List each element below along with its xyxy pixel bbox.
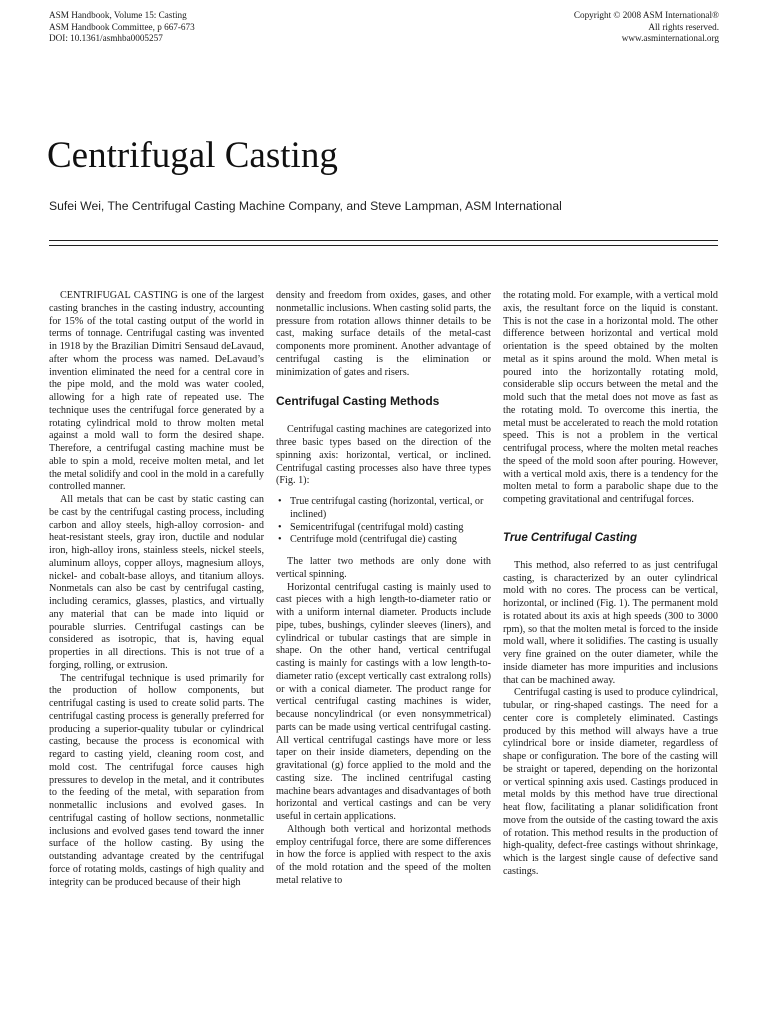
subsection-heading: True Centrifugal Casting — [503, 531, 637, 544]
section-heading: Centrifugal Casting Methods — [276, 394, 440, 409]
paragraph: This method, also referred to as just centrifugal casting, is characterized by an outer cylindrical mold with no cores. The process can be vertical, horizontal, or inclined (Fig. 1). The permanent mold is rotated about its axis at high speeds (300 to 3000 rpm), so that the molten metal is forced to the inside mold wall, where it solidifies. The casting is usually very fine grained on the outer diameter, while the inside diameter has more impurities and inclusions that can be machined away. — [503, 559, 718, 686]
article-authors: Sufei Wei, The Centrifugal Casting Machine Company, and Steve Lampman, ASM International — [49, 199, 562, 213]
header-committee-pages: ASM Handbook Committee, p 667-673 — [49, 21, 195, 32]
paragraph: The latter two methods are only done with vertical spinning. — [276, 556, 491, 580]
body-column-1 — [49, 290, 264, 889]
paragraph: Centrifugal casting machines are categorized into three basic types based on the direction of the spinning axis: horizontal, vertical, or inclined. Centrifugal casting processes also have three types (Fig. 1): — [276, 424, 491, 487]
paragraph: Horizontal centrifugal casting is mainly used to cast pieces with a high length-to-diameter ratio or with a uniform internal diameter. Products include pipe, tubes, bushings, cylinder sleeves (liners), and cylindrical or tubular castings that are simple in shape. On the other hand, vertical centrifugal casting is mainly for castings with a low length-to-diameter ratio (except vertically cast extralong rolls) or with a conical diameter. The product range for vertical centrifugal casting machines is wider, because noncylindrical (or even nonsymmetrical) parts can be made using vertical centrifugal casting. All vertical centrifugal castings have more or less taper on their inside diameters, depending on the gravitational (g) force applied to the mold and the casting size. The inclined centrifugal casting machine bears advantages and disadvantages of both horizontal and vertical castings and can be very useful in certain applications. — [276, 581, 491, 822]
list-item-text: Semicentrifugal (centrifugal mold) casting — [290, 521, 464, 533]
paragraph: density and freedom from oxides, gases, and other nonmetallic inclusions. When casting solid parts, the pressure from rotation allows thinner details to be cast, making surface details of the metal-cast components more prominent. Another advantage of centrifugal casting is the elimination or minimization of gates and risers. — [276, 290, 491, 378]
header-website: www.asminternational.org — [621, 33, 719, 43]
list-item — [276, 496, 491, 522]
paragraph: All metals that can be cast by static casting can be cast by the centrifugal casting process, including carbon and alloy steels, high-alloy corrosion- and heat-resistant steels, gray iron, ductile and nodular iron, high-alloy irons, stainless steels, nickel steels, aluminum alloys, copper alloys, magnesium alloys, nickel- and cobalt-base alloys, and titanium alloys. Nonmetals can also be cast by centrifugal casting, including ceramics, glasses, plastics, and virtually any material that can be made into liquid or pourable slurries. Centrifugal castings can be considered as isotropic, that is, having equal properties in all directions. This is not true of a forging, rolling, or extrusion. — [49, 494, 264, 671]
paragraph: Centrifugal casting is used to produce cylindrical, tubular, or ring-shaped castings. The need for a center core is completely eliminated. Castings produced by this method will always have a true cylindrical bore or inside diameter, regardless of shape or configuration. The bore of the casting will be straight or tapered, depending on the horizontal or vertical spinning axis used. Castings produced in metal molds by this method have true directional heat flow, facilitating a planar solidification front move from the outside of the casting toward the axis of rotation. This method results in the production of high-quality, defect-free castings without shrinkage, which is the largest single cause of defective sand castings. — [503, 687, 718, 877]
title-divider-bottom — [49, 245, 718, 246]
paragraph: Although both vertical and horizontal methods employ centrifugal force, there are some differences in how the force is applied with respect to the axis of the mold rotation and the speed of the molten metal relative to — [276, 823, 491, 886]
article-title: Centrifugal Casting — [47, 135, 338, 176]
bullet-icon: • — [278, 534, 282, 546]
header-publication-info — [49, 10, 195, 45]
paragraph: The centrifugal technique is used primarily for the production of hollow components, but centrifugal casting is used to create solid parts. The centrifugal casting process is generally preferred for producing a superior-quality tubular or cylindrical casting, because the process is economical with regard to casting yield, cleaning room cost, and mold cost. The centrifugal force causes high pressures to develop in the metal, and it contributes to the feeding of the metal, with separation from nonmetallic inclusions and evolved gases. In centrifugal casting of hollow sections, nonmetallic inclusions and evolved gases tend toward the inner surface of the hollow casting. By using the outstanding advantage created by the centrifugal force of rotating molds, castings of high quality and integrity can be produced because of their high — [49, 672, 264, 888]
header-doi: DOI: 10.1361/asmhba0005257 — [49, 33, 163, 43]
bullet-icon: • — [278, 521, 282, 533]
bullet-icon: • — [278, 496, 282, 507]
bullet-list — [276, 496, 491, 547]
header-handbook-volume: ASM Handbook, Volume 15: Casting — [49, 10, 187, 20]
body-column-2 — [276, 290, 491, 888]
header-copyright: Copyright © 2008 ASM International® — [573, 10, 719, 20]
paragraph: CENTRIFUGAL CASTING is one of the largest casting branches in the casting industry, accounting for 15% of the total casting output of the world in terms of tonnage. Centrifugal casting was invented in 1918 by the Brazilian Dimitri Sensaud deLavaud, after whom the process was named. DeLavaud’s invention eliminated the need for a central core in the pipe mold, and the mold was water cooled, allowing for a high rate of repeated use. The technique uses the centrifugal force generated by a rotating cylindrical mold to throw molten metal against a mold wall to form the desired shape. Therefore, a centrifugal casting machine must be able to spin a mold, receive molten metal, and let the metal solidify and cool in the mold in a carefully controlled manner. — [49, 290, 264, 493]
list-item-text: True centrifugal casting (horizontal, vertical, or inclined) — [290, 496, 484, 520]
header-rights: All rights reserved. — [648, 21, 719, 32]
list-item-text: Centrifuge mold (centrifugal die) casting — [290, 534, 457, 546]
header-copyright-info — [574, 10, 719, 45]
list-item — [276, 534, 491, 547]
title-divider-top — [49, 240, 718, 241]
body-column-3 — [503, 290, 718, 879]
list-item — [276, 522, 491, 535]
paragraph: the rotating mold. For example, with a vertical mold axis, the resultant force on the liquid is constant. This is not the case in a horizontal mold. The other difference between horizontal and vertical mold orientation is the speed obtained by the molten metal as it spins around the mold. When metal is poured into the horizontally rotating mold, considerable slip occurs between the metal and the mold such that the metal does not move as fast as the rotating mold. To overcome this inertia, the metal must be accelerated to reach the mold rotation speed. This is not a problem in the vertical centrifugal process, where the molten metal reaches the speed of the mold soon after pouring. However, with a vertical mold axis, there is a tendency for the molten metal to form a parabolic shape due to the competing gravitational and centrifugal forces. — [503, 290, 718, 505]
